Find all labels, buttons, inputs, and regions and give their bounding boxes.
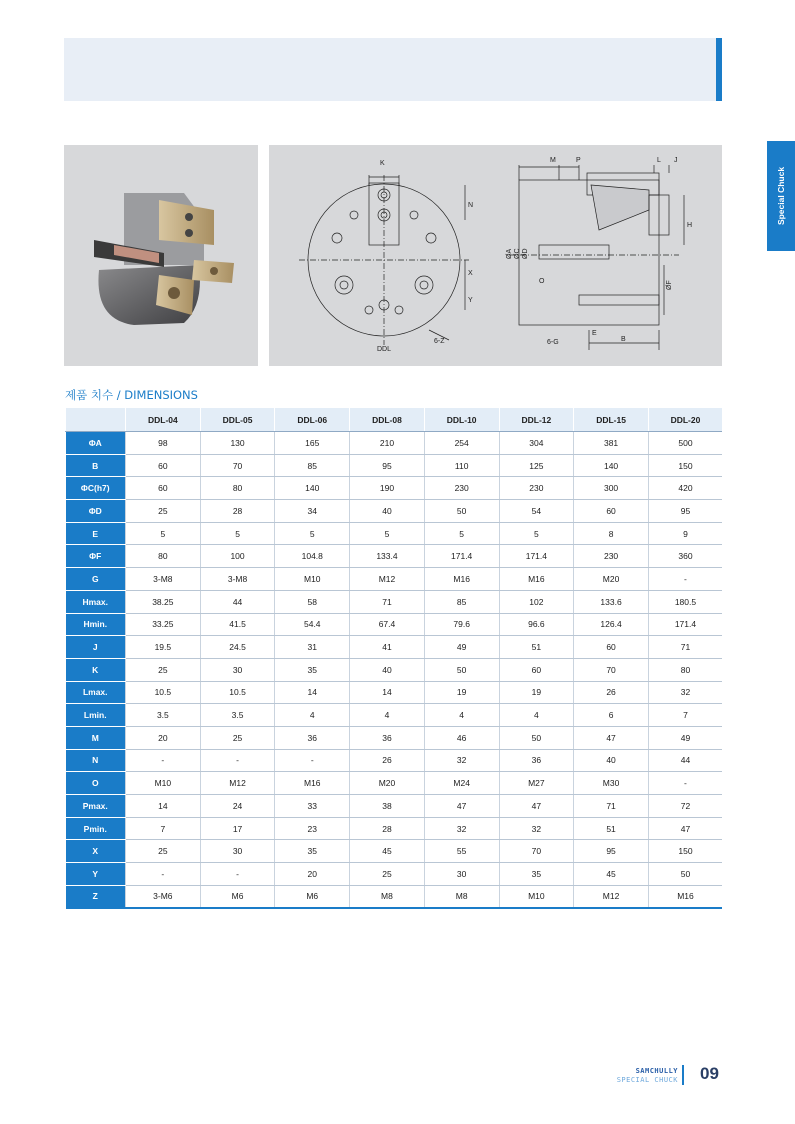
label-g: 6-G — [547, 339, 559, 346]
table-cell: 50 — [424, 658, 499, 681]
row-label: O — [66, 772, 126, 795]
table-cell: 230 — [499, 477, 574, 500]
table-cell: 30 — [200, 840, 275, 863]
table-cell: M16 — [648, 885, 722, 908]
label-c: ØC — [514, 248, 521, 259]
table-row — [66, 432, 723, 455]
table-cell: 49 — [424, 636, 499, 659]
table-cell: 80 — [126, 545, 201, 568]
table-cell: 60 — [126, 477, 201, 500]
table-cell: 171.4 — [424, 545, 499, 568]
table-cell: 54 — [499, 500, 574, 523]
table-cell: 133.6 — [574, 590, 649, 613]
table-cell: M24 — [424, 772, 499, 795]
table-cell: M30 — [574, 772, 649, 795]
table-row — [66, 795, 723, 818]
table-cell: 60 — [574, 636, 649, 659]
table-row — [66, 477, 723, 500]
table-row — [66, 500, 723, 523]
table-cell: 130 — [200, 432, 275, 455]
table-cell: 7 — [126, 817, 201, 840]
label-o: O — [539, 278, 545, 285]
table-cell: 51 — [574, 817, 649, 840]
table-cell: 25 — [350, 863, 425, 886]
table-cell: 254 — [424, 432, 499, 455]
table-cell: 4 — [424, 704, 499, 727]
table-cell: 360 — [648, 545, 722, 568]
table-cell: M16 — [275, 772, 350, 795]
brand-line-2: SPECIAL CHUCK — [616, 1076, 678, 1084]
table-cell: 14 — [275, 681, 350, 704]
table-row — [66, 885, 723, 908]
label-x: X — [468, 270, 473, 277]
table-cell: 50 — [424, 500, 499, 523]
table-cell: 35 — [499, 863, 574, 886]
table-row — [66, 726, 723, 749]
table-cell: 3.5 — [200, 704, 275, 727]
table-cell: 35 — [275, 840, 350, 863]
table-cell: M20 — [574, 568, 649, 591]
table-cell: 25 — [200, 726, 275, 749]
table-cell: M16 — [499, 568, 574, 591]
table-cell: M20 — [350, 772, 425, 795]
table-cell: 44 — [200, 590, 275, 613]
row-label: ΦF — [66, 545, 126, 568]
table-cell: M10 — [126, 772, 201, 795]
table-row — [66, 545, 723, 568]
table-cell: 70 — [200, 454, 275, 477]
table-cell: 126.4 — [574, 613, 649, 636]
table-cell: 33.25 — [126, 613, 201, 636]
table-cell: 300 — [574, 477, 649, 500]
label-m: M — [550, 157, 556, 164]
table-cell: 30 — [424, 863, 499, 886]
row-label: Y — [66, 863, 126, 886]
column-header: DDL-08 — [350, 408, 425, 432]
table-cell: 190 — [350, 477, 425, 500]
row-label: Lmax. — [66, 681, 126, 704]
table-cell: 171.4 — [499, 545, 574, 568]
table-cell: 95 — [648, 500, 722, 523]
label-b: B — [621, 336, 626, 343]
table-cell: 36 — [350, 726, 425, 749]
table-cell: 4 — [499, 704, 574, 727]
table-cell: 26 — [350, 749, 425, 772]
table-corner-cell — [66, 408, 126, 432]
table-cell: 60 — [499, 658, 574, 681]
table-cell: 45 — [574, 863, 649, 886]
table-row — [66, 613, 723, 636]
table-cell: 20 — [126, 726, 201, 749]
table-cell: 420 — [648, 477, 722, 500]
table-cell: 19 — [499, 681, 574, 704]
row-label: Lmin. — [66, 704, 126, 727]
table-cell: 40 — [350, 500, 425, 523]
table-cell: - — [126, 749, 201, 772]
label-z: 6-Z — [434, 338, 445, 345]
table-cell: M12 — [200, 772, 275, 795]
table-cell: - — [648, 772, 722, 795]
table-cell: 133.4 — [350, 545, 425, 568]
table-cell: M27 — [499, 772, 574, 795]
table-cell: 45 — [350, 840, 425, 863]
table-cell: 7 — [648, 704, 722, 727]
table-cell: 98 — [126, 432, 201, 455]
section-title: 제품 치수 / DIMENSIONS — [65, 388, 198, 402]
label-d: ØD — [522, 248, 529, 259]
row-label: ΦC(h7) — [66, 477, 126, 500]
table-cell: 5 — [424, 522, 499, 545]
table-cell: 125 — [499, 454, 574, 477]
chuck-cutaway-illustration — [64, 145, 258, 366]
table-cell: M6 — [200, 885, 275, 908]
product-photo — [64, 145, 258, 366]
table-cell: 71 — [574, 795, 649, 818]
table-cell: 46 — [424, 726, 499, 749]
table-cell: 67.4 — [350, 613, 425, 636]
table-cell: 24.5 — [200, 636, 275, 659]
table-cell: 9 — [648, 522, 722, 545]
label-a: ØA — [506, 248, 513, 259]
table-cell: 6 — [574, 704, 649, 727]
page-number: 09 — [700, 1064, 719, 1083]
table-cell: 33 — [275, 795, 350, 818]
table-cell: 140 — [574, 454, 649, 477]
row-label: Pmin. — [66, 817, 126, 840]
table-cell: 304 — [499, 432, 574, 455]
table-cell: - — [126, 863, 201, 886]
label-p: P — [576, 157, 581, 164]
table-cell: 3.5 — [126, 704, 201, 727]
label-h: H — [687, 222, 693, 229]
table-cell: 3-M6 — [126, 885, 201, 908]
table-cell: 28 — [200, 500, 275, 523]
row-label: X — [66, 840, 126, 863]
table-cell: 100 — [200, 545, 275, 568]
table-cell: 71 — [350, 590, 425, 613]
table-row — [66, 863, 723, 886]
table-cell: 60 — [126, 454, 201, 477]
label-f: ØF — [666, 280, 673, 290]
table-cell: 32 — [424, 817, 499, 840]
table-cell: 70 — [499, 840, 574, 863]
table-row — [66, 749, 723, 772]
table-cell: M10 — [499, 885, 574, 908]
label-e: E — [592, 330, 597, 337]
table-cell: 85 — [275, 454, 350, 477]
table-cell: 58 — [275, 590, 350, 613]
table-cell: 41 — [350, 636, 425, 659]
row-label: B — [66, 454, 126, 477]
table-cell: M8 — [350, 885, 425, 908]
table-header-row — [66, 408, 723, 432]
table-cell: 180.5 — [648, 590, 722, 613]
row-label: M — [66, 726, 126, 749]
label-n: N — [468, 202, 474, 209]
table-cell: 28 — [350, 817, 425, 840]
table-cell: 50 — [499, 726, 574, 749]
table-cell: 230 — [574, 545, 649, 568]
table-cell: 102 — [499, 590, 574, 613]
table-cell: 79.6 — [424, 613, 499, 636]
table-cell: - — [200, 863, 275, 886]
table-row — [66, 772, 723, 795]
table-cell: 71 — [648, 636, 722, 659]
table-cell: M6 — [275, 885, 350, 908]
table-cell: 3-M8 — [200, 568, 275, 591]
table-cell: 26 — [574, 681, 649, 704]
row-label: N — [66, 749, 126, 772]
table-cell: M12 — [574, 885, 649, 908]
column-header: DDL-06 — [275, 408, 350, 432]
table-cell: M8 — [424, 885, 499, 908]
table-cell: 32 — [424, 749, 499, 772]
table-cell: 210 — [350, 432, 425, 455]
table-cell: 31 — [275, 636, 350, 659]
row-label: G — [66, 568, 126, 591]
table-cell: 49 — [648, 726, 722, 749]
table-cell: 24 — [200, 795, 275, 818]
table-row — [66, 636, 723, 659]
table-cell: 20 — [275, 863, 350, 886]
table-cell: 54.4 — [275, 613, 350, 636]
table-cell: 3-M8 — [126, 568, 201, 591]
table-cell: - — [648, 568, 722, 591]
table-cell: 5 — [499, 522, 574, 545]
table-cell: - — [275, 749, 350, 772]
dimension-drawing — [269, 145, 722, 366]
row-label: K — [66, 658, 126, 681]
table-cell: 51 — [499, 636, 574, 659]
table-row — [66, 658, 723, 681]
table-cell: 104.8 — [275, 545, 350, 568]
row-label: Z — [66, 885, 126, 908]
row-label: Hmax. — [66, 590, 126, 613]
table-cell: 19.5 — [126, 636, 201, 659]
table-cell: 19 — [424, 681, 499, 704]
row-label: J — [66, 636, 126, 659]
table-cell: 8 — [574, 522, 649, 545]
table-cell: 5 — [200, 522, 275, 545]
table-cell: 47 — [574, 726, 649, 749]
label-k: K — [380, 160, 385, 167]
header-banner — [64, 38, 716, 101]
footer-divider — [682, 1065, 684, 1085]
table-cell: M10 — [275, 568, 350, 591]
column-header: DDL-20 — [648, 408, 722, 432]
table-cell: 14 — [126, 795, 201, 818]
label-y: Y — [468, 297, 473, 304]
table-cell: 36 — [275, 726, 350, 749]
table-cell: 32 — [648, 681, 722, 704]
table-cell: 34 — [275, 500, 350, 523]
table-cell: 150 — [648, 840, 722, 863]
table-cell: 165 — [275, 432, 350, 455]
table-cell: 36 — [499, 749, 574, 772]
table-cell: 60 — [574, 500, 649, 523]
table-row — [66, 681, 723, 704]
table-cell: 5 — [126, 522, 201, 545]
table-cell: 17 — [200, 817, 275, 840]
table-cell: 10.5 — [200, 681, 275, 704]
table-cell: 25 — [126, 500, 201, 523]
table-cell: 30 — [200, 658, 275, 681]
table-cell: 171.4 — [648, 613, 722, 636]
table-cell: 4 — [350, 704, 425, 727]
table-cell: 50 — [648, 863, 722, 886]
table-cell: 41.5 — [200, 613, 275, 636]
table-row — [66, 817, 723, 840]
table-row — [66, 840, 723, 863]
table-cell: 40 — [574, 749, 649, 772]
footer-brand-logo — [580, 1067, 678, 1085]
label-l: L — [657, 157, 661, 164]
table-cell: 96.6 — [499, 613, 574, 636]
column-header: DDL-10 — [424, 408, 499, 432]
table-cell: 47 — [648, 817, 722, 840]
table-cell: 25 — [126, 840, 201, 863]
table-cell: 5 — [350, 522, 425, 545]
table-row — [66, 522, 723, 545]
table-cell: 80 — [648, 658, 722, 681]
row-label: ΦA — [66, 432, 126, 455]
table-cell: 38.25 — [126, 590, 201, 613]
label-front-model: DDL — [377, 346, 392, 353]
table-cell: 35 — [275, 658, 350, 681]
dimensions-table — [65, 408, 722, 909]
column-header: DDL-15 — [574, 408, 649, 432]
table-cell: 55 — [424, 840, 499, 863]
table-cell: 47 — [424, 795, 499, 818]
table-cell: 500 — [648, 432, 722, 455]
table-cell: 140 — [275, 477, 350, 500]
column-header: DDL-12 — [499, 408, 574, 432]
side-tab-special-chuck[interactable] — [767, 141, 795, 251]
table-cell: 110 — [424, 454, 499, 477]
table-cell: 10.5 — [126, 681, 201, 704]
table-row — [66, 590, 723, 613]
table-cell: 80 — [200, 477, 275, 500]
table-cell: 70 — [574, 658, 649, 681]
label-j: J — [674, 157, 678, 164]
table-cell: 85 — [424, 590, 499, 613]
table-cell: - — [200, 749, 275, 772]
table-cell: 150 — [648, 454, 722, 477]
table-cell: 47 — [499, 795, 574, 818]
row-label: Pmax. — [66, 795, 126, 818]
column-header: DDL-05 — [200, 408, 275, 432]
table-cell: 23 — [275, 817, 350, 840]
table-body — [66, 432, 723, 908]
brand-line-1: SAMCHULLY — [635, 1067, 678, 1075]
table-cell: 38 — [350, 795, 425, 818]
table-row — [66, 568, 723, 591]
table-cell: M16 — [424, 568, 499, 591]
column-header: DDL-04 — [126, 408, 201, 432]
row-label: E — [66, 522, 126, 545]
table-cell: 72 — [648, 795, 722, 818]
table-cell: 32 — [499, 817, 574, 840]
table-cell: 14 — [350, 681, 425, 704]
table-cell: 230 — [424, 477, 499, 500]
table-cell: 4 — [275, 704, 350, 727]
table-row — [66, 704, 723, 727]
table-cell: 95 — [350, 454, 425, 477]
table-cell: 25 — [126, 658, 201, 681]
table-cell: 5 — [275, 522, 350, 545]
side-tab-label: Special Chuck — [776, 166, 787, 226]
table-cell: 381 — [574, 432, 649, 455]
table-cell: 95 — [574, 840, 649, 863]
header-accent-bar — [716, 38, 722, 101]
row-label: ΦD — [66, 500, 126, 523]
table-cell: 40 — [350, 658, 425, 681]
table-cell: 44 — [648, 749, 722, 772]
technical-drawing — [269, 145, 722, 366]
table-row — [66, 454, 723, 477]
row-label: Hmin. — [66, 613, 126, 636]
table-cell: M12 — [350, 568, 425, 591]
